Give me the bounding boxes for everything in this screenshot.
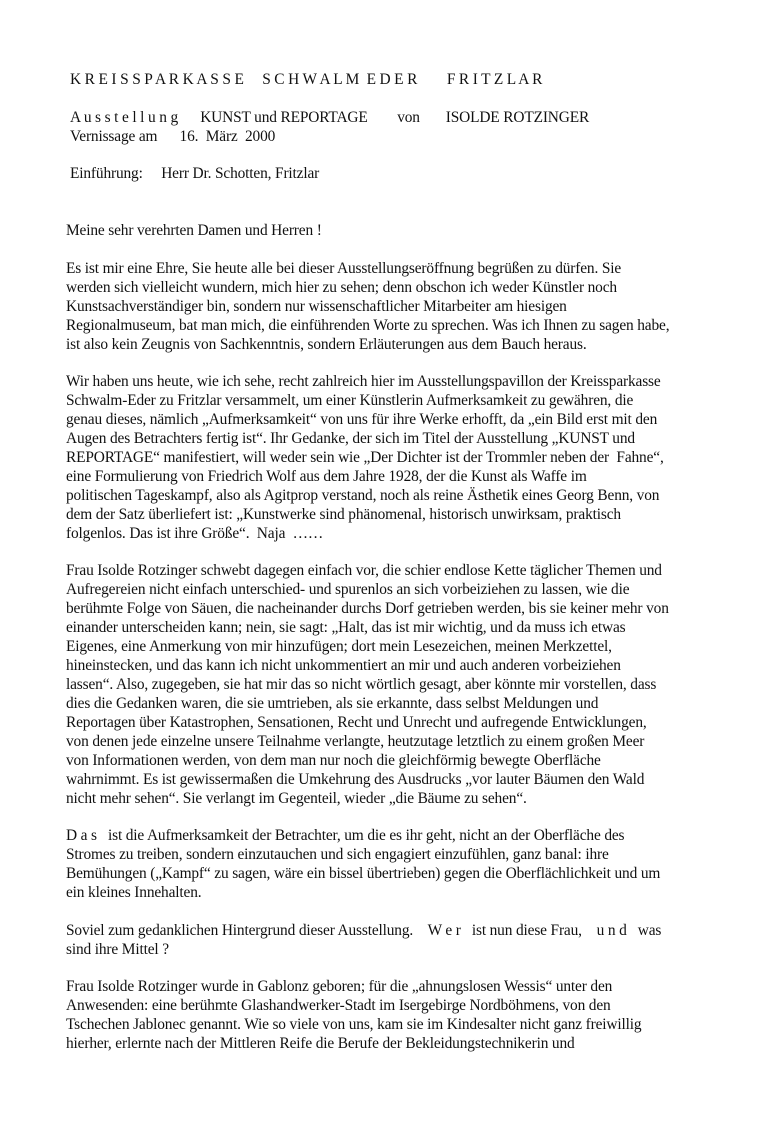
text-line: eine Formulierung von Friedrich Wolf aus dem Jahre 1928, der die Kunst als Waffe im (66, 468, 587, 485)
bank-name-heading: K R E I S S P A R K A S S E S C H W A L M E D E R F R I T Z L A R (70, 71, 543, 88)
text-line: ist also kein Zeugnis von Sachkenntnis, sondern Erläuterungen aus dem Bauch heraus. (66, 336, 587, 353)
text-line: Stromes zu treiben, sondern einzutauchen und sich engagiert einzufühlen, ganz banal: ihre (66, 846, 609, 863)
exhibition-title: A u s s t e l l u n g KUNST und REPORTAGE von ISOLDE ROTZINGER (70, 109, 590, 126)
text-line: von Informationen werden, von dem man nur noch die gleichförmig bewegte Oberfläche (66, 752, 601, 769)
text-line: sind ihre Mittel ? (66, 941, 169, 958)
text-line: berühmte Folge von Säuen, die nacheinander durchs Dorf getrieben werden, bis sie keiner mehr von (66, 600, 669, 617)
text-line: hineinstecken, und das kann ich nicht unkommentiert an mir und auch anderen vorbeiziehen (66, 657, 621, 674)
text-line: Reportagen über Katastrophen, Sensationen, Recht und Unrecht und aufregende Entwicklungen, (66, 714, 647, 731)
text-line: politischen Tageskampf, also als Agitprop verstand, noch als reine Ästhetik eines Georg Benn, von (66, 487, 660, 504)
text-line: einander unterscheiden kann; nein, sie sagt: „Halt, das ist mir wichtig, und da muss ich etwas (66, 619, 626, 636)
text-line: Tschechen Jablonec genannt. Wie so viele von uns, kam sie im Kindesalter nicht ganz freiwillig (66, 1016, 642, 1033)
text-line: Frau Isolde Rotzinger wurde in Gablonz geboren; für die „ahnungslosen Wessis“ unter den (66, 978, 613, 995)
text-line: Eigenes, eine Anmerkung von mir hinzufügen; dort mein Lesezeichen, meinen Merkzettel, (66, 638, 612, 655)
text-line: Es ist mir eine Ehre, Sie heute alle bei dieser Ausstellungseröffnung begrüßen zu dürfen. Sie (66, 260, 622, 277)
text-line: Regionalmuseum, bat man mich, die einführenden Worte zu sprechen. Was ich Ihnen zu sagen habe, (66, 317, 670, 334)
text-line: lassen“. Also, zugegeben, sie hat mir das so nicht wörtlich gesagt, aber könnte mir vorstellen, dass (66, 676, 657, 693)
vernissage-date: Vernissage am 16. März 2000 (70, 128, 276, 145)
text-line: werden sich vielleicht wundern, mich hier zu sehen; denn obschon ich weder Künstler noch (66, 279, 617, 296)
text-line: Augen des Betrachters fertig ist“. Ihr Gedanke, der sich im Titel der Ausstellung „KUNST und (66, 430, 635, 447)
text-line: REPORTAGE“ manifestiert, will weder sein wie „Der Dichter ist der Trommler neben der Fahne“, (66, 449, 664, 466)
text-line: Schwalm-Eder zu Fritzlar versammelt, um einer Künstlerin Aufmerksamkeit zu gewähren, die (66, 392, 634, 409)
text-line: Frau Isolde Rotzinger schwebt dagegen einfach vor, die schier endlose Kette täglicher Themen und (66, 562, 662, 579)
text-line: folgenlos. Das ist ihre Größe“. Naja …… (66, 525, 324, 542)
text-line: Soviel zum gedanklichen Hintergrund dieser Ausstellung. W e r ist nun diese Frau, u n d was (66, 922, 662, 939)
text-line: Bemühungen („Kampf“ zu sagen, wäre ein bissel übertrieben) gegen die Oberflächlichkeit und um (66, 865, 661, 882)
text-line: genau dieses, nämlich „Aufmerksamkeit“ von uns für ihre Werke erhofft, da „ein Bild erst mit den (66, 411, 658, 428)
text-line: dem der Satz überliefert ist: „Kunstwerke sind phänomenal, historisch unwirksam, praktisch (66, 506, 621, 523)
text-line: Kunstsachverständiger bin, sondern nur wissenschaftlicher Mitarbeiter am hiesigen (66, 298, 567, 315)
introduction-speaker: Einführung: Herr Dr. Schotten, Fritzlar (70, 165, 320, 182)
salutation: Meine sehr verehrten Damen und Herren ! (66, 222, 322, 239)
text-line: von denen jede einzelne unsere Teilnahme verlangte, heutzutage letztlich zu einem großen Meer (66, 733, 645, 750)
text-line: wahrnimmt. Es ist gewissermaßen die Umkehrung des Ausdrucks „vor lauter Bäumen den Wald (66, 771, 645, 788)
text-line: hierher, erlernte nach der Mittleren Reife die Berufe der Bekleidungstechnikerin und (66, 1035, 575, 1052)
text-line: Anwesenden: eine berühmte Glashandwerker-Stadt im Isergebirge Nordböhmens, von den (66, 997, 611, 1014)
text-line: dies die Gedanken waren, die sie umtrieben, als sie erkannte, dass selbst Meldungen und (66, 695, 599, 712)
text-line: D a s ist die Aufmerksamkeit der Betrachter, um die es ihr geht, nicht an der Oberfläche des (66, 827, 625, 844)
text-line: Aufregereien nicht einfach unterschied- und spurenlos an sich vorbeiziehen zu lassen, wie die (66, 581, 630, 598)
text-line: nicht mehr sehen“. Sie verlangt im Gegenteil, wieder „die Bäume zu sehen“. (66, 790, 527, 807)
text-line: Wir haben uns heute, wie ich sehe, recht zahlreich hier im Ausstellungspavillon der Kreissparkasse (66, 373, 661, 390)
text-line: ein kleines Innehalten. (66, 884, 202, 901)
